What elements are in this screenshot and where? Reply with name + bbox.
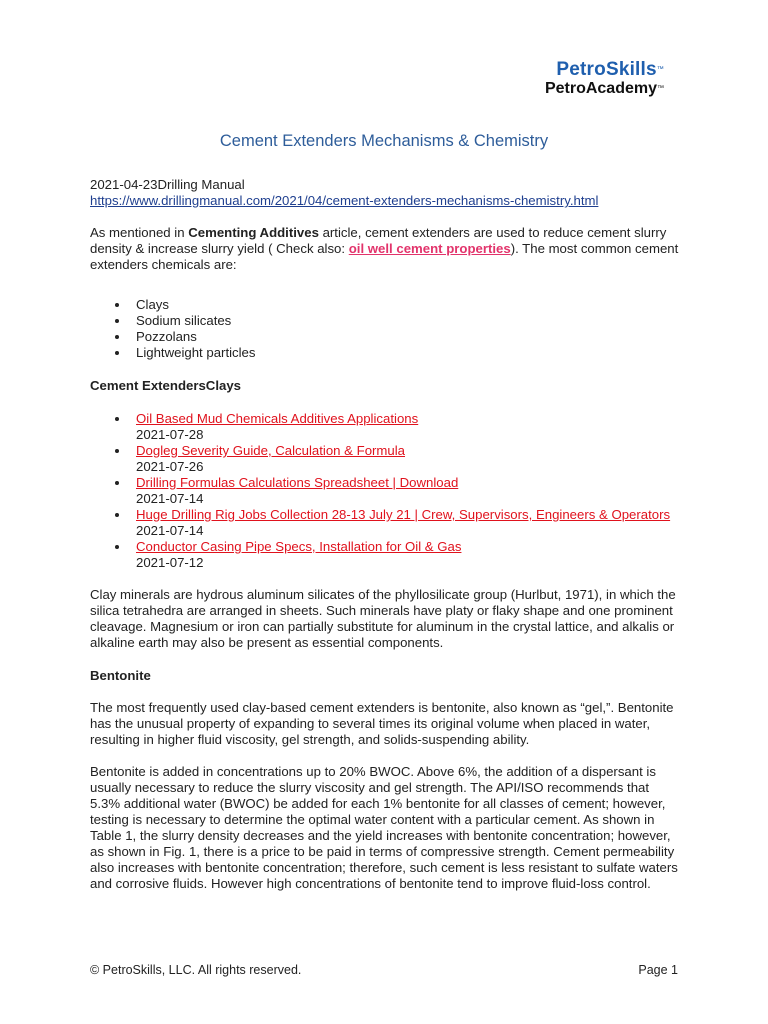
related-article-item (90, 443, 680, 475)
section-heading-clays: Cement ExtendersClays (90, 378, 241, 393)
related-article-link[interactable]: Huge Drilling Rig Jobs Collection 28-13 July 21 | Crew, Supervisors, Engineers & Operators (136, 507, 671, 522)
related-article-item (90, 411, 680, 443)
related-article-date: 2021-07-14 (136, 523, 204, 538)
related-article-date: 2021-07-14 (136, 491, 204, 506)
cementing-additives-term: Cementing Additives (188, 225, 319, 240)
related-article-link[interactable]: Drilling Formulas Calculations Spreadsheet | Download (136, 475, 459, 490)
related-article-date: 2021-07-26 (136, 459, 204, 474)
related-articles-list (90, 411, 680, 571)
clay-minerals-paragraph: Clay minerals are hydrous aluminum silicates of the phyllosilicate group (Hurlbut, 1971), in which the silica tetrahedra are arranged in sheets. Such minerals have platy or flaky shape and one prominent cleavage. Magnesium or iron can partially substitute for aluminum in the crystal lattice, and alkalis or alkaline earth may also be present as essential components. (90, 587, 676, 650)
related-article-link[interactable]: Oil Based Mud Chemicals Additives Applications (136, 411, 419, 426)
related-article-date: 2021-07-12 (136, 555, 204, 570)
intro-paragraph: As mentioned in Cementing Additives article, cement extenders are used to reduce cement slurry density & increase slurry yield ( Check also: oil well cement properties). The most common cement extenders chemicals are: (90, 225, 679, 272)
related-article-link[interactable]: Dogleg Severity Guide, Calculation & Formula (136, 443, 406, 458)
logo-sub-text: PetroAcademy™ (544, 80, 664, 97)
section-heading-bentonite: Bentonite (90, 668, 151, 683)
list-item: Pozzolans (90, 329, 680, 345)
footer-copyright: © PetroSkills, LLC. All rights reserved. (90, 963, 302, 977)
list-item: Lightweight particles (90, 345, 680, 361)
bentonite-paragraph-2: Bentonite is added in concentrations up to 20% BWOC. Above 6%, the addition of a dispersant is usually necessary to reduce the slurry viscosity and gel strength. The API/ISO recommends that 5.3% additional water (BWOC) be added for each 1% bentonite for all classes of cement; however, testing is necessary to determine the optimal water content with a particular cement. As shown in Table 1, the slurry density decreases and the yield increases with bentonite concentration; however, as shown in Fig. 1, there is a price to be paid in terms of compressive strength. Cement permeability also increases with bentonite concentration; therefore, such cement is less resistant to sulfate waters and corrosive fluids. However high concentrations of bentonite tend to improve fluid-loss control. (90, 764, 678, 891)
related-article-item (90, 507, 680, 539)
logo-main-text: PetroSkills™ (556, 59, 664, 80)
list-item: Sodium silicates (90, 313, 680, 329)
bentonite-paragraph-1: The most frequently used clay-based cement extenders is bentonite, also known as “gel,”. Bentonite has the unusual property of expanding to several times its original volume when placed in water, resulting in higher fluid viscosity, gel strength, and solids-suspending ability. (90, 700, 674, 747)
list-item: Clays (90, 297, 680, 313)
article-url-link[interactable]: https://www.drillingmanual.com/2021/04/cement-extenders-mechanisms-chemistry.html (90, 193, 599, 208)
related-article-item (90, 475, 680, 507)
related-article-item (90, 539, 680, 571)
article-body (90, 177, 680, 892)
related-article-date: 2021-07-28 (136, 427, 204, 442)
extenders-list (90, 297, 680, 361)
petroskills-logo (545, 60, 664, 98)
footer-page-number: Page 1 (638, 963, 678, 977)
related-article-link[interactable]: Conductor Casing Pipe Specs, Installation for Oil & Gas (136, 539, 462, 554)
oil-well-cement-properties-link[interactable]: oil well cement properties (348, 241, 511, 256)
article-meta: 2021-04-23Drilling Manual (90, 177, 245, 192)
page-title: Cement Extenders Mechanisms & Chemistry (219, 132, 549, 150)
